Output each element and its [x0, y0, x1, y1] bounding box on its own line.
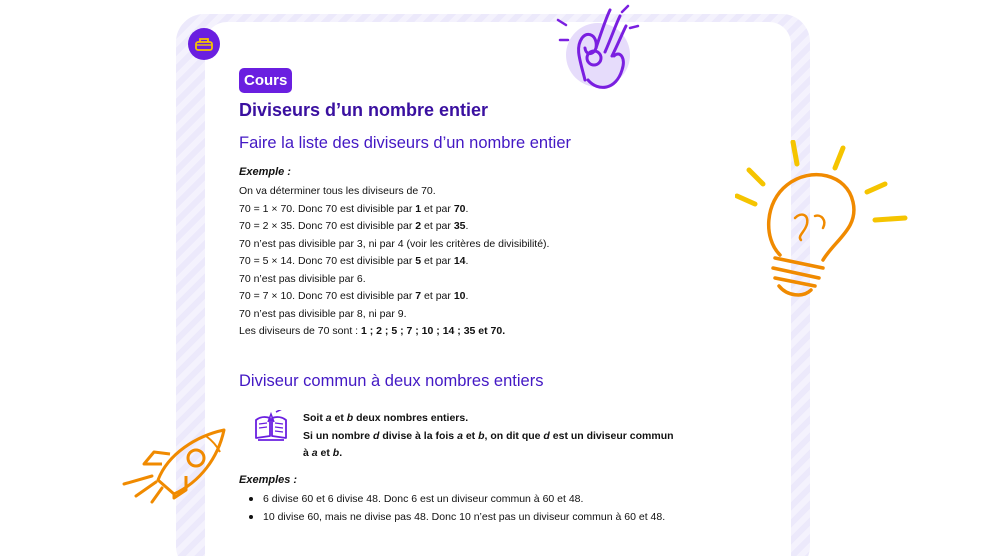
examples-label: Exemples : — [239, 474, 298, 486]
example-line: 70 n’est pas divisible par 8, ni par 9. — [239, 307, 407, 320]
example-label: Exemple : — [239, 166, 291, 178]
example-line: 70 = 5 × 14. Donc 70 est divisible par 5 et par 14. — [239, 255, 469, 267]
ok-hand-icon — [550, 0, 650, 100]
book-pencil-icon — [254, 410, 288, 442]
lightbulb-icon — [735, 140, 910, 300]
example-line: 70 = 7 × 10. Donc 70 est divisible par 7 et par 10. — [239, 290, 469, 302]
page-title: Diviseurs d’un nombre entier — [239, 100, 489, 120]
section-title-list-divisors: Faire la liste des diviseurs d’un nombre entier — [239, 134, 571, 152]
rocket-icon — [118, 424, 238, 504]
example-line: 70 = 2 × 35. Donc 70 est divisible par 2 et par 35. — [239, 220, 469, 232]
example-line: 70 n’est pas divisible par 3, ni par 4 (voir les critères de divisibilité). — [239, 237, 550, 250]
examples-list — [249, 490, 665, 526]
example-line: On va déterminer tous les diviseurs de 70. — [239, 185, 436, 197]
section-title-common-divisor: Diviseur commun à deux nombres entiers — [239, 372, 544, 390]
example-line: 70 = 1 × 70. Donc 70 est divisible par 1 et par 70. — [239, 202, 469, 215]
school-bag-icon — [188, 28, 220, 60]
example-lines — [239, 183, 549, 341]
cours-tag: Cours — [239, 68, 292, 93]
list-item: 10 divise 60, mais ne divise pas 48. Donc 10 n’est pas un diviseur commun à 60 et 48. — [249, 508, 665, 526]
definition-text: Soit a et b deux nombres entiers. Si un nombre d divise à la fois a et b, on dit que d est un diviseur commun à a et b. — [303, 412, 674, 459]
list-item: 6 divise 60 et 6 divise 48. Donc 6 est un diviseur commun à 60 et 48. — [249, 490, 665, 508]
example-line: 70 n’est pas divisible par 6. — [239, 272, 366, 285]
example-conclusion: Les diviseurs de 70 sont : 1 ; 2 ; 5 ; 7 ; 10 ; 14 ; 35 et 70. — [239, 325, 506, 337]
